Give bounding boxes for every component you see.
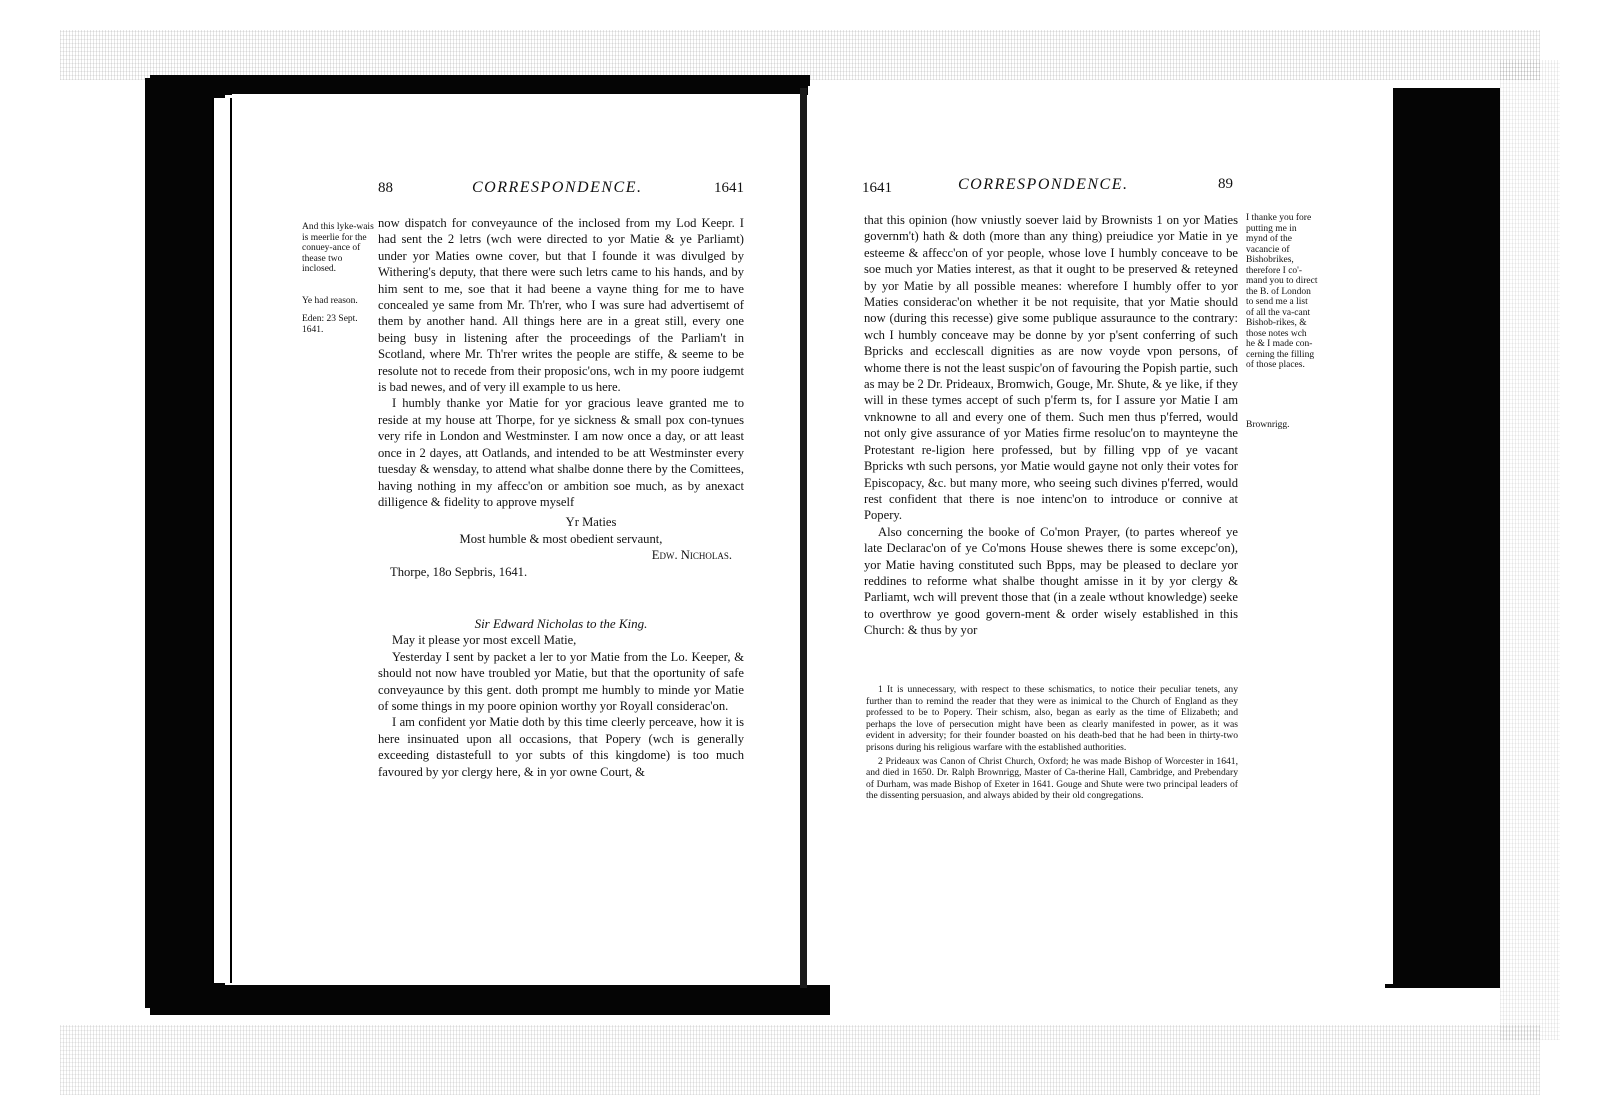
left-page-edge-lines	[212, 98, 232, 983]
letter-salutation: May it please yor most excell Matie,	[392, 633, 577, 648]
left-paragraph-2: I humbly thanke yor Matie for yor gracious leave granted me to reside at my house att Thorpe, for ye sickness & small pox con-tynues very rife in London and Westminster. I am now once a day, or att least once in 2 dayes, att Oatlands, and intended to be att Westminster every tuesday & wensday, to attend what shalbe donne there by the Comittees, having nothing in my affecc'on or ambition soe much, as by anexact dilligence & fidelity to approve myself	[378, 396, 744, 509]
left-margin-note-1: And this lyke-wais is meerlie for the conuey-ance of thease two inclosed.	[302, 222, 374, 274]
left-running-title: CORRESPONDENCE.	[472, 179, 643, 196]
scan-noise-right	[1500, 60, 1560, 1040]
right-margin-note-1: I thanke you fore putting me in mynd of the vacancie of Bishobrikes, therefore I co'-mand you to direct the B. of London to send me a list of all the va-cant Bishob-rikes, & those notes wch he & I made con-cerning the filling of those places.	[1246, 213, 1318, 370]
left-page-number: 88	[378, 180, 393, 196]
right-page-body	[864, 212, 1238, 639]
footnotes	[866, 684, 1238, 804]
right-page-number: 89	[1218, 176, 1233, 192]
left-margin-note-2: Ye had reason.	[302, 296, 358, 306]
book-cover-bottom-edge	[150, 985, 830, 1015]
left-paragraph-1: now dispatch for conveyaunce of the inclosed from my Lod Keepr. I had sent the 2 letrs (wch were directed to yor Matie & ye Parliamt) under yor Maties owne cover, but that I founde it was divulged by Withering's deputy, that there were such letrs came to his hands, and by him sent to me, soe that it had beene a vayne thing for me to have concealed ye same from Mr. Th'rer, who I was sure had advertisemt of them by another hand. All things here are in a great still, every one being busy in listening after the proceedings of the Parliam't in Scotland, where Mr. Th'rer writes the people are stiffe, & seeme to be resolute not to recede from their proposic'ons, wch in my poore iudgemt is bad newes, and of very ill example to us here.	[378, 216, 744, 395]
book-gutter	[800, 88, 807, 988]
letter-paragraph-1: Yesterday I sent by packet a ler to yor Matie from the Lo. Keeper, & should not now have troubled yor Matie, but that the oportunity of safe conveyaunce by this gent. doth prompt me humbly to minde yor Matie of some things in my poore opinion worthy yor Royall considerac'on.	[378, 649, 744, 713]
left-page-body	[378, 215, 744, 780]
book-cover-top-left	[150, 75, 810, 95]
footnote-1: 1 It is unnecessary, with respect to these schismatics, to notice their peculiar tenets, any further than to remind the reader that they were as inimical to the Church of England as they professed to be to Popery. Their schism, also, began as early as the time of Elizabeth; and perhaps the love of persecution might have been as clearly manifested in power, as it was evident in adversity; for their founder boasted on his death-bed that he had been in thirty-two prisons during his religious warfare with the established authorities.	[866, 684, 1238, 753]
left-page-year: 1641	[714, 180, 744, 196]
letter-date: Thorpe, 18o Sepbris, 1641.	[390, 564, 528, 579]
scan-noise-bottom	[60, 1025, 1540, 1095]
closing-line: Most humble & most obedient servaunt,	[459, 531, 663, 546]
signature: Edw. Nicholas.	[651, 548, 732, 563]
closing-salutation: Yr Maties	[565, 515, 617, 530]
right-running-title: CORRESPONDENCE.	[958, 176, 1129, 193]
letter-paragraph-2: I am confident yor Matie doth by this time cleerly perceave, how it is here insinuated upon all occasions, that Popery (wch is generally exceeding distastefull to yor subts of this kingdome) is too much favoured by yor clergy here, & in yor owne Court, &	[378, 715, 744, 779]
right-margin-note-2: Brownrigg.	[1246, 420, 1290, 430]
right-paragraph-2: Also concerning the booke of Co'mon Prayer, (to partes whereof ye late Declarac'on of ye Co'mons House shewes there is some excepc'on), yor Matie having constituted such Bpps, may be pleased to declare yor reddines to reforme what shalbe thought amisse in it by yor clergy & Parliamt, wch will prevent those that (in a zeale wthout knowledge) seeke to overthrow ye good govern-ment & order wisely established in this Church: & thus by yor	[864, 524, 1238, 638]
right-paragraph-1: that this opinion (how vniustly soever laid by Brownists 1 on yor Maties governm't) hath & doth (more than any thing) preiudice yor Matie in ye esteeme & affecc'on of yor people, whose love I humbly conceave to be soe much yor Maties interest, as that it ought to be preserved & reteyned by yor Matie by all possible meanes: wherefore I humbly offer to yor Maties considerac'on whether it be not requisite, that yor Matie should now (during this recesse) give some publique assuraunce to the contrary: wch I humbly conceave may be donne by yor p'sent conferring of such Bpricks and ecclescall dignities as are now voyde vpon persons, of whome there is not the least suspic'on of favouring the Popish partie, such as may be 2 Dr. Prideaux, Bromwich, Gouge, Mr. Shute, & ye like, if they will in these tymes accept of such p'ferm ts, for I assure yor Matie I am vnknowne to all and every one of them. Such men thus p'ferred, would not only give assurance of yor Maties firme resoluc'on to maynteyne the Protestant re-ligion here professed, but by filling vpp of ye vacant Bpricks wth such persons, yor Matie would gayne not only their votes for Episcopacy, &c. but many more, who seeing such divines p'ferred, would rest confident that there is noe intenc'on to introduce or connive at Popery.	[864, 213, 1238, 523]
book-cover-right-edge	[1385, 88, 1500, 988]
right-page-year: 1641	[862, 180, 892, 196]
footnote-2: 2 Prideaux was Canon of Christ Church, Oxford; he was made Bishop of Worcester in 1641, and died in 1650. Dr. Ralph Brownrigg, Master of Ca-therine Hall, Cambridge, and Prebendary of Durham, was made Bishop of Exeter in 1641. Gouge and Shute were two principal leaders of the dissenting persuasion, and always abided by their old congregations.	[866, 755, 1238, 802]
letter-heading: Sir Edward Nicholas to the King.	[474, 615, 648, 631]
left-margin-note-3: Eden: 23 Sept. 1641.	[302, 314, 358, 335]
scan-noise-top	[60, 30, 1540, 80]
